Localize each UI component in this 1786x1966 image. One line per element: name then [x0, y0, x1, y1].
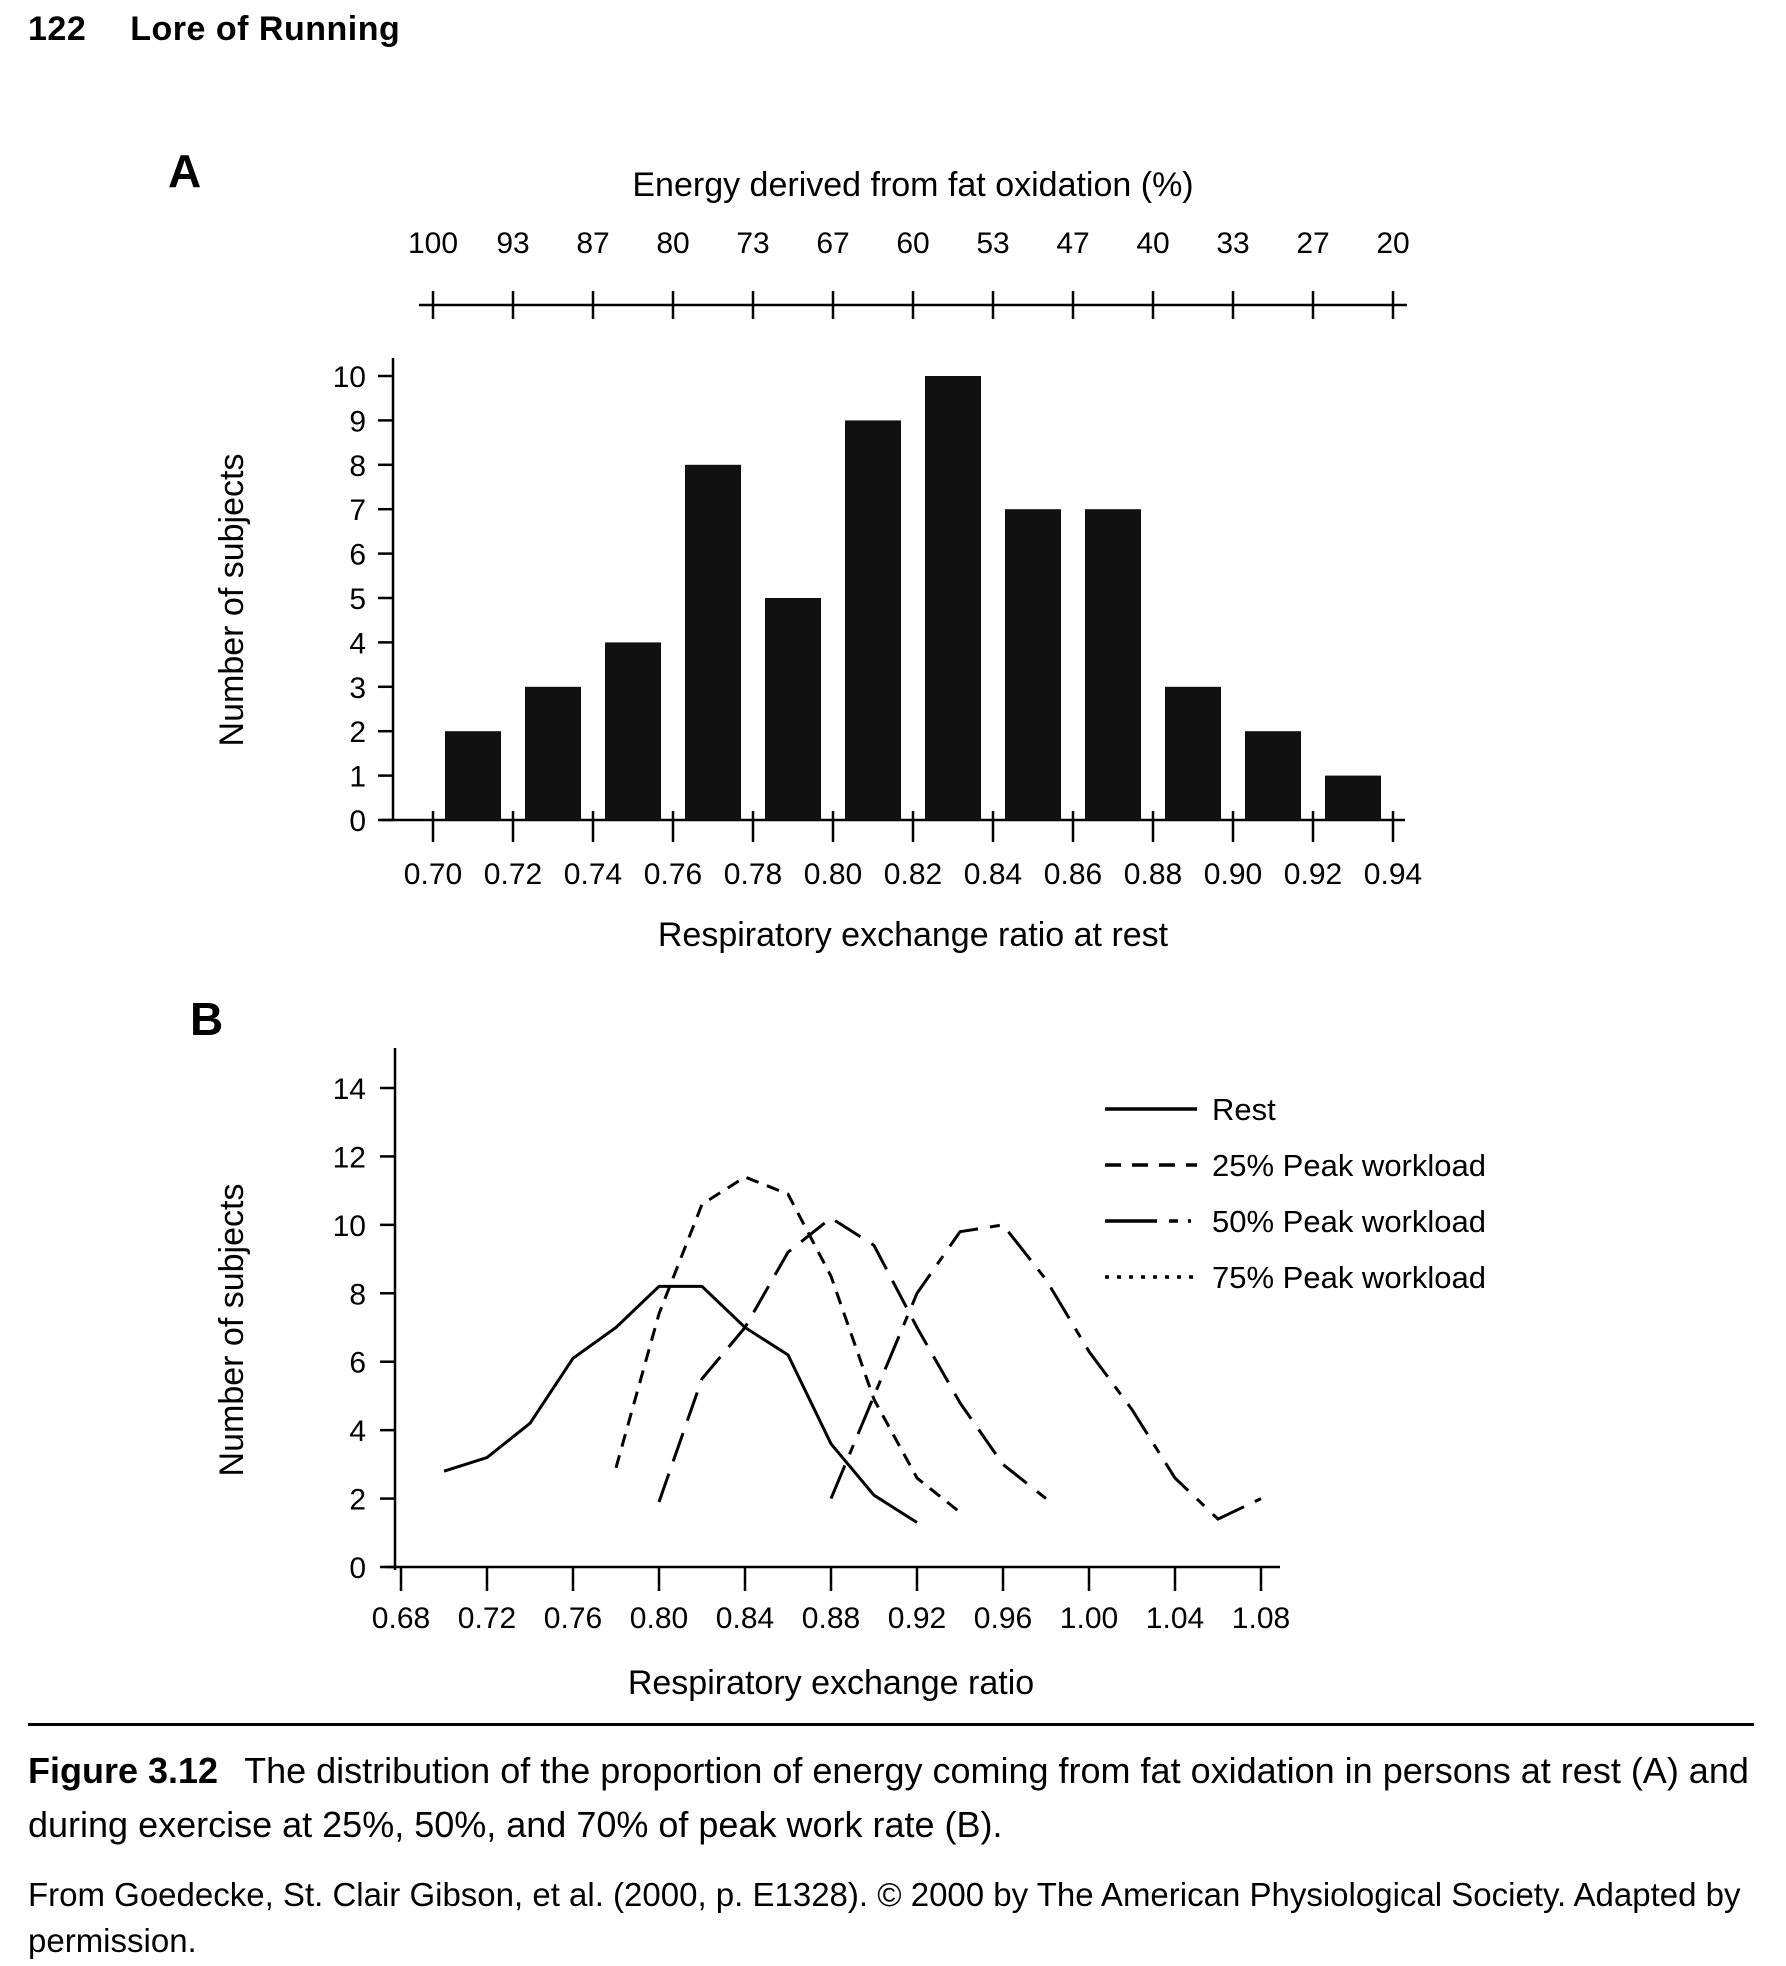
y-axis-title: Number of subjects [213, 453, 251, 747]
legend-label-25-peak-workload: 25% Peak workload [1212, 1148, 1486, 1183]
page-number: 122 [28, 10, 87, 48]
x-tick-label: 1.04 [1145, 1602, 1205, 1635]
top-axis-title: Energy derived from fat oxidation (%) [632, 166, 1194, 204]
top-axis-tick-label: 40 [1136, 227, 1170, 260]
histogram-bar [1245, 731, 1301, 820]
y-tick-label: 10 [332, 1209, 366, 1243]
y-tick-label: 2 [349, 716, 366, 750]
panel-b-label: B [190, 993, 224, 1045]
figure-caption-label: Figure 3.12 [28, 1750, 219, 1791]
x-tick-label: 0.90 [1203, 858, 1263, 891]
x-tick-label: 0.80 [629, 1602, 689, 1635]
x-tick-label: 0.74 [563, 858, 623, 891]
y-tick-label: 4 [349, 627, 366, 661]
top-axis-tick-label: 20 [1376, 227, 1410, 260]
x-tick-label: 0.82 [883, 858, 943, 891]
y-tick-label: 4 [349, 1415, 366, 1449]
page-header [28, 10, 400, 49]
x-axis-title: Respiratory exchange ratio [627, 1664, 1035, 1702]
y-tick-label: 3 [349, 671, 366, 705]
top-axis-tick-label: 73 [736, 227, 770, 260]
y-tick-label: 12 [332, 1141, 366, 1175]
y-tick-label: 10 [332, 361, 366, 394]
x-tick-label: 0.92 [887, 1602, 947, 1635]
x-tick-label: 0.72 [483, 858, 543, 891]
chart-b-line-chart [0, 980, 1786, 1725]
series-line-25-peak-workload [616, 1177, 960, 1512]
y-tick-label: 8 [349, 449, 366, 483]
top-axis-tick-label: 60 [896, 227, 930, 260]
top-axis-tick-label: 87 [576, 227, 610, 260]
x-tick-label: 0.88 [1123, 858, 1183, 891]
legend-label-50-peak-workload: 50% Peak workload [1212, 1204, 1486, 1239]
y-tick-label: 2 [349, 1483, 366, 1517]
y-tick-label: 14 [332, 1073, 366, 1107]
top-axis-tick-label: 80 [656, 227, 690, 260]
y-tick-label: 5 [349, 583, 366, 616]
legend-label-75-peak-workload: 75% Peak workload [1212, 1260, 1486, 1295]
histogram-bar [605, 642, 661, 820]
x-tick-label: 0.76 [643, 858, 703, 891]
x-tick-label: 0.70 [403, 858, 463, 891]
x-tick-label: 0.80 [803, 858, 863, 891]
legend [1105, 1092, 1486, 1295]
x-tick-label: 0.84 [963, 858, 1023, 891]
x-tick-label: 1.08 [1231, 1602, 1291, 1635]
top-axis-tick-label: 67 [816, 227, 850, 260]
chart-a-histogram [0, 120, 1786, 980]
y-axis-title: Number of subjects [213, 1183, 251, 1477]
top-axis-tick-label: 47 [1056, 227, 1090, 260]
y-tick-label: 6 [349, 1346, 366, 1380]
top-axis-tick-label: 53 [976, 227, 1010, 260]
figure-caption-text: The distribution of the proportion of energy coming from fat oxidation in persons at rest (A) and during exercise at 25%, 50%, and 70% of peak work rate (B). [28, 1750, 1749, 1845]
figure-caption [28, 1744, 1758, 1852]
x-tick-label: 0.76 [543, 1602, 603, 1635]
chart-b-group [213, 1048, 1486, 1702]
x-tick-label: 0.88 [801, 1602, 861, 1635]
histogram-bar [445, 731, 501, 820]
histogram-bar [1325, 776, 1381, 820]
y-tick-label: 0 [349, 1552, 366, 1585]
top-axis-tick-label: 100 [407, 227, 459, 260]
x-tick-label: 1.00 [1059, 1602, 1119, 1635]
x-tick-label: 0.92 [1283, 858, 1343, 891]
x-tick-label: 0.72 [457, 1602, 517, 1635]
y-tick-label: 8 [349, 1278, 366, 1312]
top-axis-tick-label: 93 [496, 227, 530, 260]
x-tick-label: 0.84 [715, 1602, 775, 1635]
histogram-bar [925, 376, 981, 820]
histogram-bar [1165, 687, 1221, 820]
histogram-bar [525, 687, 581, 820]
y-tick-label: 9 [349, 405, 366, 439]
top-axis-tick-label: 27 [1296, 227, 1330, 260]
histogram-bar [765, 598, 821, 820]
top-axis-tick-label: 33 [1216, 227, 1250, 260]
y-tick-label: 7 [349, 494, 366, 528]
chart-a-group [213, 166, 1422, 954]
histogram-bar [845, 420, 901, 820]
x-tick-label: 0.68 [371, 1602, 431, 1635]
series-line-50-peak-workload [659, 1218, 1046, 1502]
x-axis-title: Respiratory exchange ratio at rest [657, 916, 1169, 954]
histogram-bar [1085, 509, 1141, 820]
x-tick-label: 0.78 [723, 858, 783, 891]
caption-divider [28, 1723, 1754, 1726]
y-tick-label: 1 [349, 760, 366, 794]
y-tick-label: 6 [349, 538, 366, 572]
legend-label-rest: Rest [1212, 1092, 1276, 1127]
x-tick-label: 0.94 [1363, 858, 1423, 891]
figure-caption-source: From Goedecke, St. Clair Gibson, et al. (2000, p. E1328). © 2000 by The American Physiological Society. Adapted by permission. [28, 1876, 1741, 1960]
book-title: Lore of Running [130, 10, 401, 48]
y-tick-label: 0 [349, 805, 366, 838]
histogram-bar [1005, 509, 1061, 820]
series-line-75-peak-workload [831, 1225, 1261, 1519]
panel-a-label: A [168, 145, 202, 197]
histogram-bar [685, 465, 741, 820]
x-tick-label: 0.86 [1043, 858, 1103, 891]
x-tick-label: 0.96 [973, 1602, 1033, 1635]
